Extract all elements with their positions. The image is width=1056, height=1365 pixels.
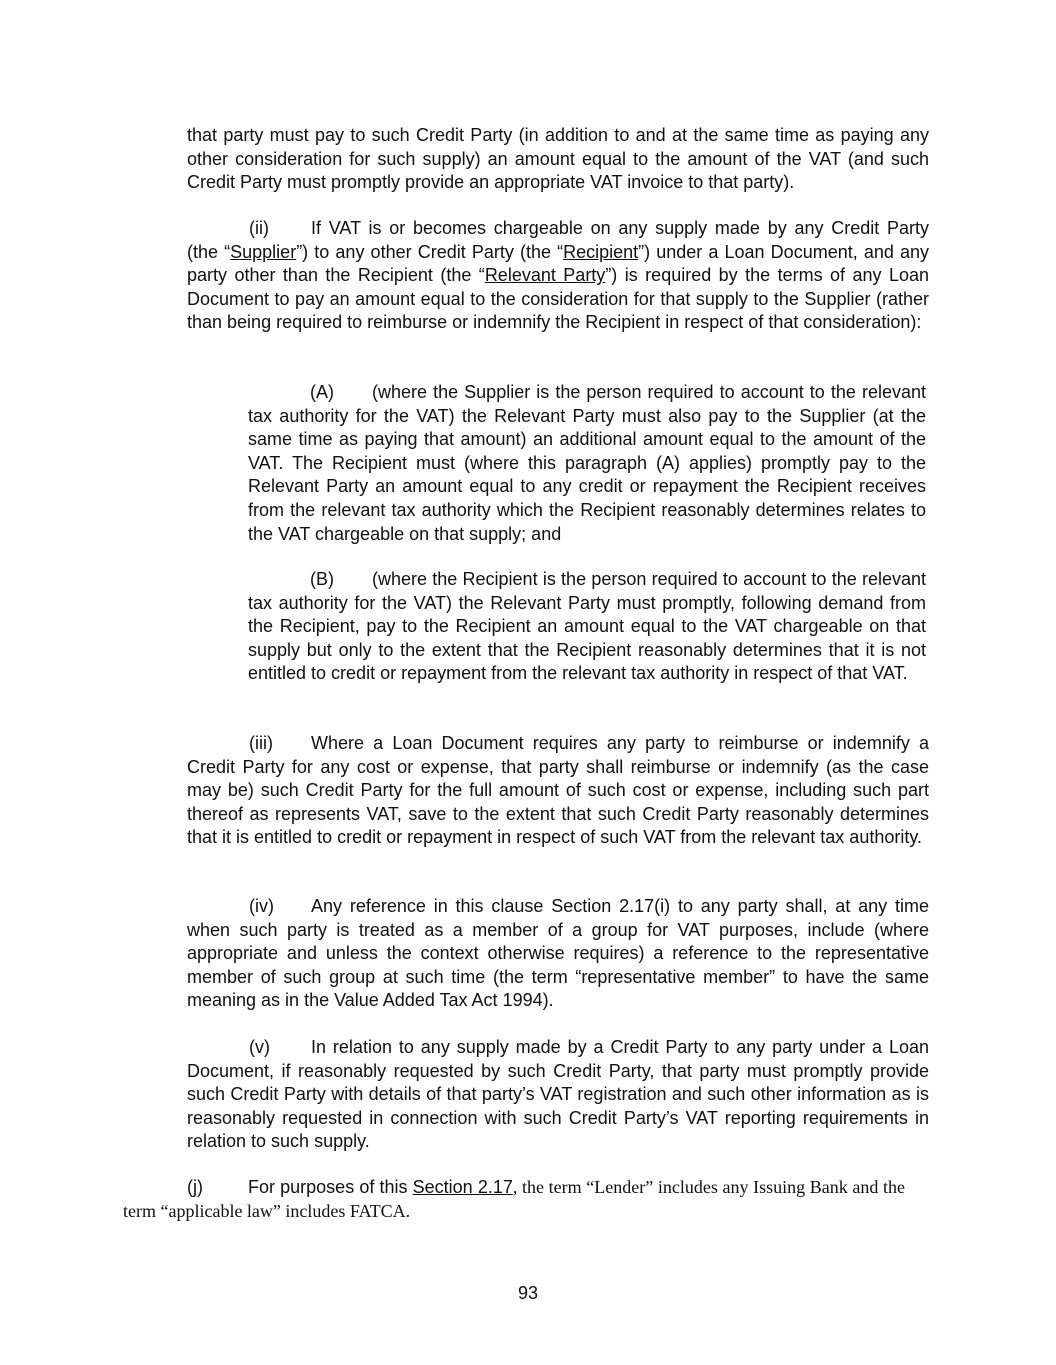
paragraph-continuation: that party must pay to such Credit Party (in addition to and at the same time as paying any other consideration for such supply) an amount equal to the amount of the VAT (and such Credit Party must promptly provide an appropriate VAT invoice to that party). [187,125,929,193]
paragraph-iv-text: Any reference in this clause Section 2.17(i) to any party shall, at any time when such party is treated as a member of a group for VAT purposes, include (where appropriate and unless the context otherwise requires) a reference to the representative member of such group at such time (the term “representative member” to have the same meaning as in the Value Added Tax Act 1994). [187,896,929,1011]
paragraph-ii-number: (ii) [249,218,269,238]
defined-term-supplier: Supplier [230,241,297,262]
defined-term-recipient: Recipient [563,241,639,262]
section-reference-link: Section 2.17 [412,1177,513,1197]
paragraph-iii-number: (iii) [249,733,273,753]
paragraph-v-number: (v) [249,1037,270,1057]
paragraph-ii [187,217,929,335]
paragraph-j-text-2: , the term “Lender” includes any Issuing Bank and the term “applicable law” includes FATCA. [123,1177,905,1221]
paragraph-ii-text-2: ”) to any other Credit Party (the “ [296,241,564,262]
paragraph-v [187,1036,929,1154]
paragraph-ii-text-4: ”) is required by the terms of any Loan Document to pay an amount equal to the consideration for that supply to the Supplier (rather than being required to reimburse or indemnify the Recipient in respect of that consideration): [187,265,929,333]
paragraph-j [123,1176,905,1223]
paragraph-v-text: In relation to any supply made by a Credit Party to any party under a Loan Document, if reasonably requested by such Credit Party, that party must promptly provide such Credit Party with details of that party’s VAT registration and such other information as is reasonably requested in connection with such Credit Party’s VAT reporting requirements in relation to such supply. [187,1037,929,1152]
defined-term-relevant-party: Relevant Party [484,265,606,286]
paragraph-iii [187,732,929,850]
paragraph-A-text: (where the Supplier is the person required to account to the relevant tax authority for the VAT) the Relevant Party must also pay to the Supplier (at the same time as paying that amount) an additional amount equal to the amount of the VAT. The Recipient must (where this paragraph (A) applies) promptly pay to the Relevant Party an amount equal to any credit or repayment the Recipient receives from the relevant tax authority which the Recipient reasonably determines relates to the VAT chargeable on that supply; and [248,382,926,544]
paragraph-iv-number: (iv) [249,896,274,916]
paragraph-j-number: (j) [187,1177,203,1197]
paragraph-ii-text-3: ”) under a Loan Document, and any party other than the Recipient (the “ [187,241,930,286]
page-number: 93 [517,1283,539,1303]
paragraph-iii-text: Where a Loan Document requires any party to reimburse or indemnify a Credit Party for any cost or expense, that party shall reimburse or indemnify (as the case may be) such Credit Party for the full amount of such cost or expense, including such part thereof as represents VAT, save to the extent that such Credit Party reasonably determines that it is entitled to credit or repayment in respect of such VAT from the relevant tax authority. [187,733,929,848]
paragraph-B [248,568,926,686]
paragraph-A-number: (A) [310,382,334,402]
paragraph-iv [187,895,929,1013]
paragraph-j-text-1: For purposes of this [248,1177,413,1197]
paragraph-A [248,381,926,546]
paragraph-B-text: (where the Recipient is the person required to account to the relevant tax authority for the VAT) the Relevant Party must promptly, following demand from the Recipient, pay to the Recipient an amount equal to the VAT chargeable on that supply but only to the extent that the Recipient reasonably determines that it is not entitled to credit or repayment from the relevant tax authority in respect of that VAT. [248,569,926,684]
paragraph-B-number: (B) [310,569,334,589]
paragraph-ii-text-1: If VAT is or becomes chargeable on any supply made by any Credit Party (the “ [187,218,929,262]
